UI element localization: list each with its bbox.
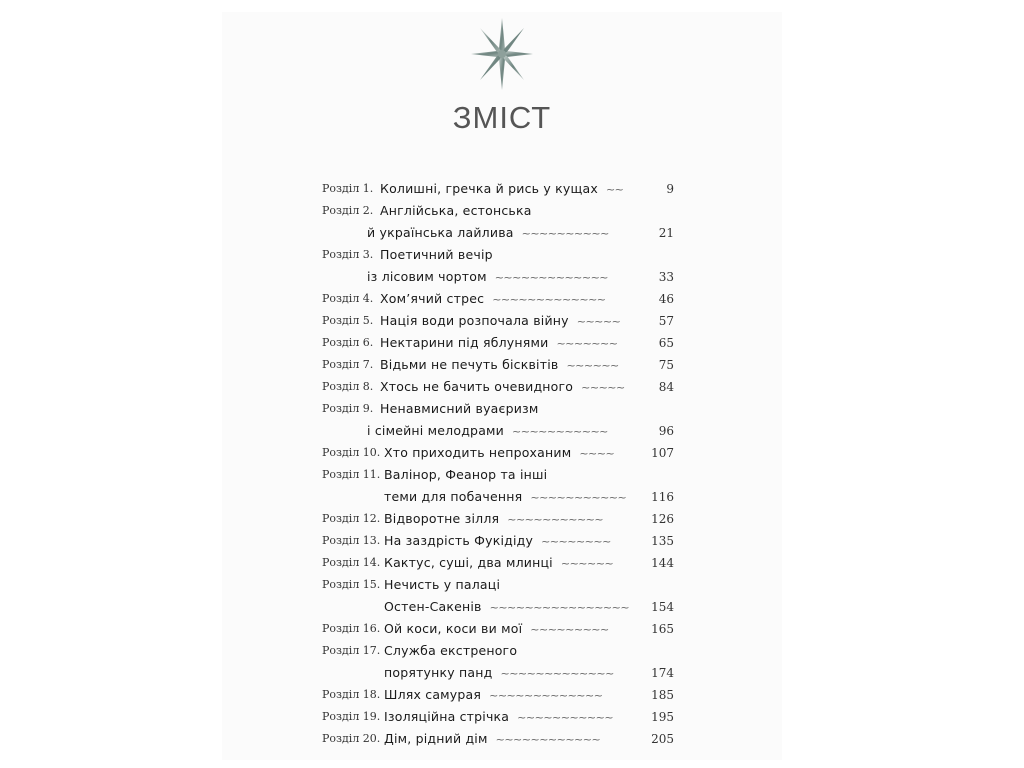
leader-dots: ~~~~~~~~~~~~~ (489, 689, 603, 702)
chapter-title (380, 332, 617, 355)
chapter-title (367, 420, 608, 443)
chapter-title (384, 442, 614, 465)
chapter-label: Розділ 2. (322, 204, 374, 217)
chapter-title (384, 508, 603, 531)
leader-dots: ~~~~~ (581, 381, 625, 394)
chapter-title-text: Нечисть у палаці (384, 577, 501, 592)
page-number: 154 (651, 600, 674, 614)
chapter-title (384, 662, 614, 685)
page-number: 195 (651, 710, 674, 724)
page-number: 84 (658, 380, 674, 394)
chapter-title-text: із лісовим чортом (367, 269, 487, 284)
chapter-title (380, 178, 623, 201)
leader-dots: ~~~~ (579, 447, 615, 460)
leader-dots: ~~~~~~~~ (541, 535, 611, 548)
toc-entry-row (322, 266, 677, 288)
chapter-title (384, 596, 629, 619)
chapter-label: Розділ 15. (322, 578, 381, 591)
chapter-label: Розділ 14. (322, 556, 381, 569)
chapter-label: Розділ 18. (322, 688, 381, 701)
toc-entry-row (322, 486, 677, 508)
chapter-title-text: Служба екстреного (384, 643, 518, 658)
page-number: 126 (651, 512, 674, 526)
toc-entry-row (322, 662, 677, 684)
chapter-title (380, 310, 620, 333)
toc-entry-row (322, 464, 677, 486)
toc-entry-row (322, 222, 677, 244)
chapter-title-text: Кактус, суші, два млинці (384, 555, 553, 570)
toc-entry-row (322, 354, 677, 376)
chapter-title (380, 244, 493, 266)
chapter-title-text: Шлях самурая (384, 687, 482, 702)
chapter-title (384, 684, 602, 707)
toc-entry-row (322, 684, 677, 706)
leader-dots: ~~~~~~~~~~~~ (495, 733, 601, 746)
leader-dots: ~~~~~~~~~~~ (507, 513, 604, 526)
leader-dots: ~~~~~~ (560, 557, 614, 570)
chapter-title (384, 464, 547, 486)
page-number: 205 (651, 732, 674, 746)
chapter-label: Розділ 5. (322, 314, 374, 327)
page-number: 57 (658, 314, 674, 328)
page-number: 96 (658, 424, 674, 438)
toc-entry-row (322, 640, 677, 662)
leader-dots: ~~ (605, 183, 624, 196)
chapter-title-text: Хто приходить непроханим (384, 445, 572, 460)
page-number: 33 (658, 270, 674, 284)
chapter-label: Розділ 10. (322, 446, 381, 459)
chapter-title (384, 486, 626, 509)
toc-entry-row (322, 530, 677, 552)
chapter-title-text: й українська лайлива (367, 225, 514, 240)
chapter-title-text: Відьми не печуть бісквітів (380, 357, 559, 372)
chapter-label: Розділ 20. (322, 732, 381, 745)
chapter-title (380, 288, 606, 311)
leader-dots: ~~~~~~~~~~~~~ (494, 271, 609, 284)
chapter-title-text: Відворотне зілля (384, 511, 500, 526)
toc-entry-row (322, 376, 677, 398)
chapter-title-text: На заздрість Фукідіду (384, 533, 534, 548)
chapter-label: Розділ 4. (322, 292, 374, 305)
leader-dots: ~~~~~ (576, 315, 621, 328)
toc-entry-row (322, 552, 677, 574)
page-number: 21 (658, 226, 674, 240)
leader-dots: ~~~~~~~~~~~ (517, 711, 614, 724)
toc-entry-row (322, 310, 677, 332)
chapter-title (380, 354, 619, 377)
chapter-title-text: Поетичний вечір (380, 247, 493, 262)
chapter-title (384, 706, 613, 729)
chapter-title-text: Ой коси, коси ви мої (384, 621, 523, 636)
toc-entry-row (322, 442, 677, 464)
chapter-title (380, 398, 539, 420)
chapter-title (384, 640, 517, 662)
toc-entry-row (322, 596, 677, 618)
page-number: 135 (651, 534, 674, 548)
page-number: 9 (666, 182, 674, 196)
chapter-title-text: і сімейні мелодрами (367, 423, 505, 438)
chapter-label: Розділ 13. (322, 534, 381, 547)
toc-entry-row (322, 178, 677, 200)
chapter-title-text: Хтось не бачить очевидного (380, 379, 574, 394)
chapter-label: Розділ 17. (322, 644, 381, 657)
chapter-title-text: Колишні, гречка й рись у кущах (380, 181, 598, 196)
chapter-label: Розділ 9. (322, 402, 374, 415)
leader-dots: ~~~~~~~~~~~ (512, 425, 608, 438)
page-number: 174 (651, 666, 674, 680)
toc-entry-row (322, 420, 677, 442)
chapter-label: Розділ 7. (322, 358, 374, 371)
leader-dots: ~~~~~~~~~~~ (530, 491, 627, 504)
chapter-label: Розділ 1. (322, 182, 374, 195)
toc-entry-row (322, 244, 677, 266)
leader-dots: ~~~~~~~~~~~~~ (492, 293, 606, 306)
chapter-label: Розділ 8. (322, 380, 374, 393)
toc-entry-row (322, 706, 677, 728)
chapter-title (384, 530, 611, 553)
chapter-label: Розділ 12. (322, 512, 381, 525)
leader-dots: ~~~~~~~ (556, 337, 618, 350)
page-number: 165 (651, 622, 674, 636)
chapter-title-text: Остен-Сакенів (384, 599, 482, 614)
chapter-title-text: Ізоляційна стрічка (384, 709, 510, 724)
leader-dots: ~~~~~~~~~ (530, 623, 609, 636)
page-number: 116 (651, 490, 674, 504)
leader-dots: ~~~~~~ (566, 359, 619, 372)
chapter-title (367, 266, 608, 289)
leader-dots: ~~~~~~~~~~ (521, 227, 609, 240)
page-number: 75 (658, 358, 674, 372)
toc-entry-row (322, 200, 677, 222)
toc-entry-row (322, 332, 677, 354)
chapter-title (384, 728, 600, 751)
toc-entry-row (322, 618, 677, 640)
chapter-title-text: Хом’ячий стрес (380, 291, 485, 306)
page-number: 107 (651, 446, 674, 460)
chapter-label: Розділ 3. (322, 248, 374, 261)
page-title: ЗМІСТ (452, 100, 552, 135)
page-number: 185 (651, 688, 674, 702)
chapter-label: Розділ 19. (322, 710, 381, 723)
page-number: 46 (658, 292, 674, 306)
toc-entry-row (322, 398, 677, 420)
chapter-title-text: Дім, рідний дім (384, 731, 488, 746)
toc-entry-row (322, 288, 677, 310)
table-of-contents (322, 178, 677, 750)
chapter-title-text: Нектарини під яблунями (380, 335, 549, 350)
leader-dots: ~~~~~~~~~~~~~ (500, 667, 614, 680)
chapter-title-text: порятунку панд (384, 665, 493, 680)
toc-entry-row (322, 728, 677, 750)
page-number: 65 (658, 336, 674, 350)
chapter-title-text: теми для побачення (384, 489, 523, 504)
page-number: 144 (651, 556, 674, 570)
chapter-label: Розділ 16. (322, 622, 381, 635)
leader-dots: ~~~~~~~~~~~~~~~~ (489, 601, 630, 614)
chapter-title (380, 376, 625, 399)
toc-entry-row (322, 508, 677, 530)
chapter-title-text: Валінор, Феанор та інші (384, 467, 548, 482)
chapter-title-text: Ненавмисний вуаєризм (380, 401, 539, 416)
chapter-title (384, 618, 609, 641)
eight-point-star-icon (470, 16, 534, 92)
chapter-label: Розділ 11. (322, 468, 381, 481)
toc-entry-row (322, 574, 677, 596)
chapter-title-text: Нація води розпочала війну (380, 313, 569, 328)
chapter-title (384, 552, 613, 575)
chapter-title (384, 574, 500, 596)
chapter-label: Розділ 6. (322, 336, 374, 349)
chapter-title (367, 222, 609, 245)
chapter-title-text: Англійська, естонська (380, 203, 532, 218)
chapter-title (380, 200, 532, 222)
